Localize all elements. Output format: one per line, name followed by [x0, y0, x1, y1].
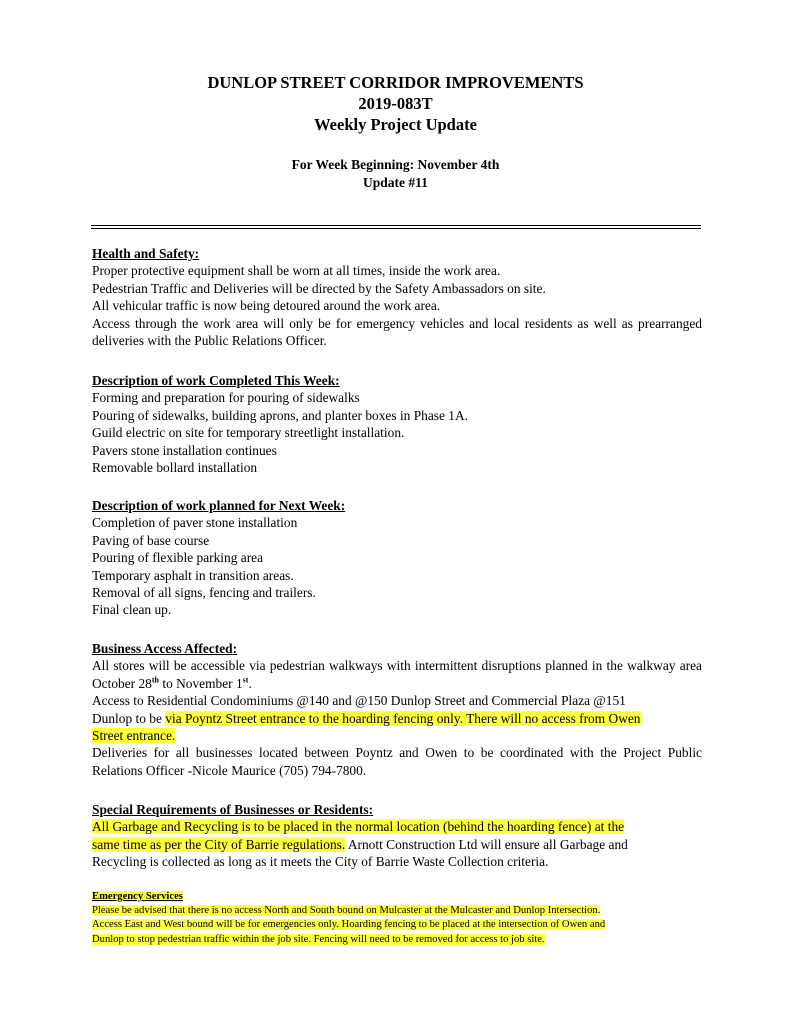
- business-access-text: .: [248, 675, 252, 691]
- list-item: Removal of all signs, fencing and trailers.: [92, 585, 316, 601]
- header-rule-bottom: [91, 228, 701, 229]
- highlighted-text: Please be advised that there is no access North and South bound on Mulcaster at the Mulcaster and Dunlop Intersection.: [92, 905, 601, 917]
- health-safety-section: [92, 245, 702, 349]
- health-safety-line: All vehicular traffic is now being detoured around the work area.: [92, 298, 441, 314]
- highlighted-text: same time as per the City of Barrie regulations.: [92, 836, 346, 852]
- emergency-line: [92, 918, 702, 932]
- highlighted-text: All Garbage and Recycling is to be placed in the normal location (behind the hoarding fence) at the: [92, 819, 625, 835]
- highlighted-text: Street entrance.: [92, 728, 176, 744]
- condo-access-line: [92, 710, 702, 727]
- ordinal-suffix: th: [151, 675, 159, 685]
- project-number: 2019-083T: [358, 94, 433, 113]
- list-item: Final clean up.: [92, 602, 172, 618]
- completed-section: [92, 372, 702, 476]
- list-item: Temporary asphalt in transition areas.: [92, 567, 294, 583]
- business-access-section: [92, 640, 702, 779]
- business-access-paragraph: [92, 657, 702, 692]
- health-safety-line: Pedestrian Traffic and Deliveries will be directed by the Safety Ambassadors on site.: [92, 280, 546, 296]
- list-item: Pouring of sidewalks, building aprons, and planter boxes in Phase 1A.: [92, 407, 469, 423]
- special-line: [92, 818, 702, 835]
- list-item: Completion of paver stone installation: [92, 515, 298, 531]
- list-item: Pouring of flexible parking area: [92, 550, 264, 566]
- emergency-line: [92, 904, 702, 918]
- document-subtitle: Weekly Project Update: [314, 115, 477, 134]
- health-safety-paragraph: Access through the work area will only be for emergency vehicles and local residents as well as prearranged deliveries with the Public Relations Officer.: [92, 315, 702, 349]
- list-item: Guild electric on site for temporary streetlight installation.: [92, 425, 405, 441]
- condo-access-text: Dunlop to be: [92, 710, 166, 726]
- special-text: Arnott Construction Ltd will ensure all Garbage and: [345, 836, 628, 852]
- business-access-title: Business Access Affected:: [92, 641, 238, 656]
- planned-title: Description of work planned for Next Week:: [92, 498, 346, 513]
- special-requirements-title: Special Requirements of Businesses or Residents:: [92, 802, 374, 817]
- emergency-title: Emergency Services: [92, 891, 183, 902]
- business-access-text: to November 1: [159, 675, 243, 691]
- ordinal-suffix: st: [242, 675, 249, 685]
- deliveries-paragraph: Deliveries for all businesses located between Poyntz and Owen to be coordinated with the Project Public Relations Officer -Nicole Maurice (705) 794-7800.: [92, 745, 702, 778]
- completed-title: Description of work Completed This Week:: [92, 373, 340, 388]
- condo-access-line: Access to Residential Condominiums @140 and @150 Dunlop Street and Commercial Plaza @151: [92, 693, 626, 709]
- highlighted-text: via Poyntz Street entrance to the hoarding fencing only. There will no access from Owen: [165, 710, 641, 726]
- list-item: Pavers stone installation continues: [92, 442, 277, 458]
- condo-access-line: [92, 727, 702, 744]
- week-label: For Week Beginning: November 4th: [291, 157, 500, 172]
- highlighted-text: Dunlop to stop pedestrian traffic within the job site. Fencing will need to be removed for access to job site.: [92, 933, 545, 945]
- emergency-line: [92, 933, 702, 947]
- health-safety-line: Proper protective equipment shall be worn at all times, inside the work area.: [92, 263, 501, 279]
- document-title: DUNLOP STREET CORRIDOR IMPROVEMENTS: [207, 73, 584, 92]
- header-rule-top: [91, 225, 701, 226]
- planned-section: [92, 497, 702, 619]
- special-requirements-section: [92, 801, 702, 871]
- list-item: Removable bollard installation: [92, 460, 258, 476]
- special-line: Recycling is collected as long as it meets the City of Barrie Waste Collection criteria.: [92, 854, 549, 870]
- emergency-services-section: [92, 890, 702, 947]
- highlighted-text: Access East and West bound will be for emergencies only. Hoarding fencing to be placed at the intersection of Owen and: [92, 919, 606, 931]
- business-access-text: All stores will be accessible via pedestrian walkways with intermittent disruptions planned in the walkway area October 28: [92, 658, 702, 691]
- special-line: [92, 836, 702, 853]
- update-label: Update #11: [363, 175, 428, 190]
- list-item: Forming and preparation for pouring of sidewalks: [92, 390, 360, 406]
- emergency-title-line: [92, 890, 702, 904]
- list-item: Paving of base course: [92, 532, 210, 548]
- health-safety-title: Health and Safety:: [92, 246, 200, 261]
